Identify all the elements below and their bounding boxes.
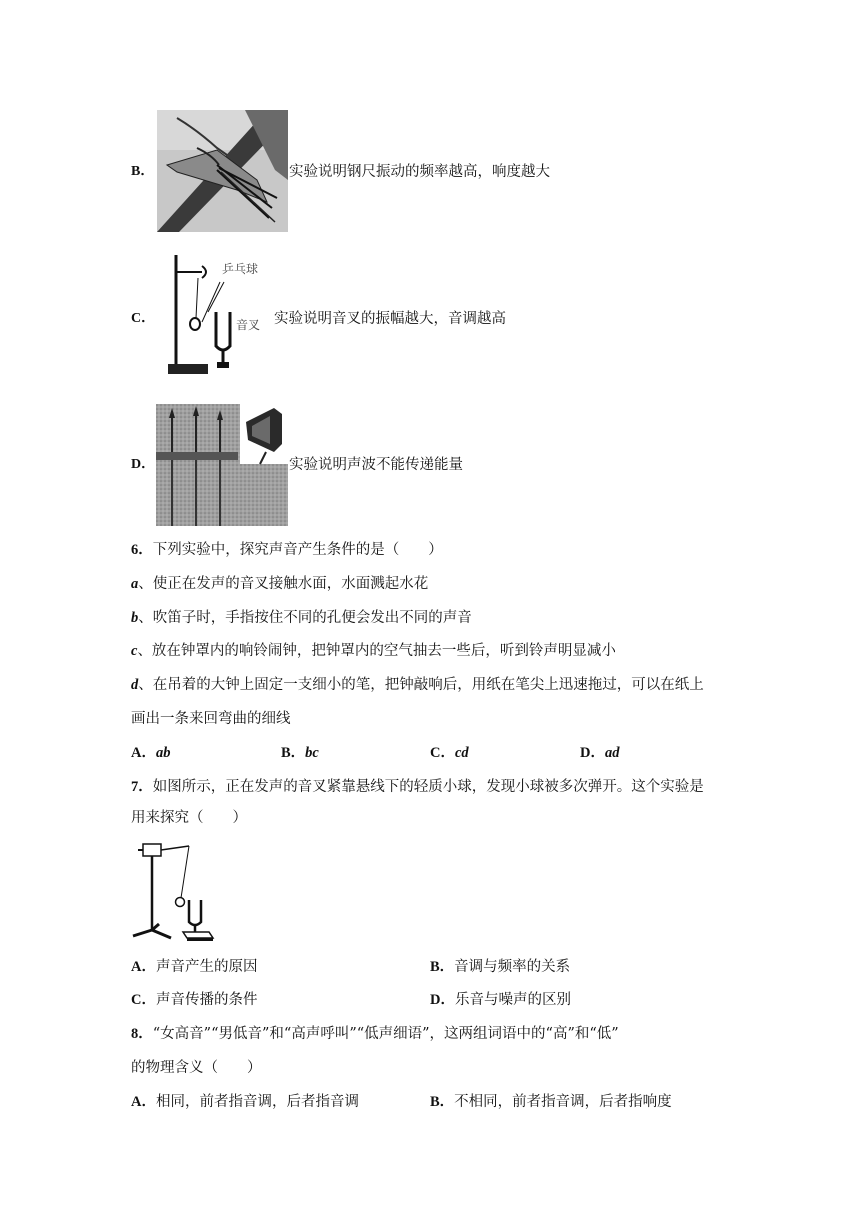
ping-pong-label: 乒乓球 xyxy=(222,262,259,276)
q6-choice-b-letter: B． xyxy=(281,745,306,761)
q8-choice-b[interactable] xyxy=(430,1092,672,1112)
q6-item-c xyxy=(131,641,616,661)
q6-item-b-text: 、吹笛子时，手指按住不同的孔便会发出不同的声音 xyxy=(138,610,472,626)
q8-choice-a[interactable] xyxy=(131,1092,359,1112)
q6-choice-b[interactable] xyxy=(281,743,319,763)
speaker-candle-figure xyxy=(156,404,288,526)
q6-choice-d-value: ad xyxy=(604,745,620,761)
q6-item-a-text: 、使正在发声的音叉接触水面，水面溅起水花 xyxy=(138,576,429,592)
question-7-stem-text: 如图所示，正在发声的音叉紧靠悬线下的轻质小球，发现小球被多次弹开。这个实验是 xyxy=(152,779,704,795)
q6-choice-d-letter: D． xyxy=(580,745,605,761)
question-8-stem-line2: 的物理含义（ ） xyxy=(131,1060,262,1076)
q6-item-b-key: b xyxy=(131,610,139,626)
q7-choice-a[interactable] xyxy=(131,957,257,977)
q6-choice-c-value: cd xyxy=(454,745,469,761)
q7-choice-c[interactable] xyxy=(131,990,257,1010)
question-8-number: 8． xyxy=(131,1026,153,1042)
tuning-fork-figure xyxy=(160,250,272,378)
q8-choice-b-letter: B． xyxy=(430,1094,455,1110)
q6-choice-a-value: ab xyxy=(155,745,171,761)
q7-choice-d[interactable] xyxy=(430,990,571,1010)
q6-item-b xyxy=(131,608,472,628)
question-6-stem-text: 下列实验中，探究声音产生条件的是（ ） xyxy=(152,542,443,558)
q6-item-c-text: 、放在钟罩内的响铃闹钟，把钟罩内的空气抽去一些后，听到铃声明显减小 xyxy=(137,643,616,659)
q6-choice-b-value: bc xyxy=(305,745,319,761)
q6-item-a xyxy=(131,574,428,594)
q6-item-c-key: c xyxy=(131,643,138,659)
pendulum-tuning-fork-figure xyxy=(129,840,215,944)
question-7-stem-line2: 用来探究（ ） xyxy=(131,810,247,826)
option-c-letter: C． xyxy=(131,311,156,326)
q6-item-a-key: a xyxy=(131,576,139,592)
q7-choice-b-text: 音调与频率的关系 xyxy=(454,959,571,975)
option-d-text: 实验说明声波不能传递能量 xyxy=(289,457,463,473)
question-7-number: 7． xyxy=(131,779,153,795)
option-d-letter: D． xyxy=(131,457,156,472)
option-b-letter: B． xyxy=(131,164,155,179)
q7-choice-b[interactable] xyxy=(430,957,570,977)
option-b-text: 实验说明钢尺振动的频率越高，响度越大 xyxy=(289,164,550,180)
question-7-stem-line1 xyxy=(131,777,704,797)
question-8-stem-line1 xyxy=(131,1024,619,1044)
q8-choice-b-text: 不相同，前者指音调，后者指响度 xyxy=(454,1094,672,1110)
q7-choice-a-letter: A． xyxy=(131,959,156,975)
q6-choice-c-letter: C． xyxy=(430,745,455,761)
q7-choice-b-letter: B． xyxy=(430,959,455,975)
q6-choice-d[interactable] xyxy=(580,743,619,763)
q6-item-d-key: d xyxy=(131,677,139,693)
q6-item-d-continued: 画出一条来回弯曲的细线 xyxy=(131,711,291,727)
q7-choice-c-letter: C． xyxy=(131,992,156,1008)
tuning-fork-label: 音叉 xyxy=(236,318,261,332)
q6-item-d-text: 、在吊着的大钟上固定一支细小的笔，把钟敲响后，用纸在笔尖上迅速拖过，可以在纸上 xyxy=(138,677,704,693)
q7-choice-a-text: 声音产生的原因 xyxy=(155,959,258,975)
question-8-stem-text: “女高音”“男低音”和“高声呼叫”“低声细语”，这两组词语中的“高”和“低” xyxy=(152,1026,619,1042)
option-c-text: 实验说明音叉的振幅越大，音调越高 xyxy=(274,311,506,327)
question-6-stem xyxy=(131,540,443,560)
q6-item-d xyxy=(131,675,704,695)
q6-choice-c[interactable] xyxy=(430,743,469,763)
q8-choice-a-text: 相同，前者指音调，后者指音调 xyxy=(155,1094,359,1110)
steel-ruler-figure xyxy=(157,110,288,232)
q6-choice-a-letter: A． xyxy=(131,745,156,761)
q7-choice-c-text: 声音传播的条件 xyxy=(155,992,258,1008)
q6-choice-a[interactable] xyxy=(131,743,170,763)
question-6-number: 6． xyxy=(131,542,153,558)
q7-choice-d-letter: D． xyxy=(430,992,455,1008)
q8-choice-a-letter: A． xyxy=(131,1094,156,1110)
q7-choice-d-text: 乐音与噪声的区别 xyxy=(454,992,571,1008)
